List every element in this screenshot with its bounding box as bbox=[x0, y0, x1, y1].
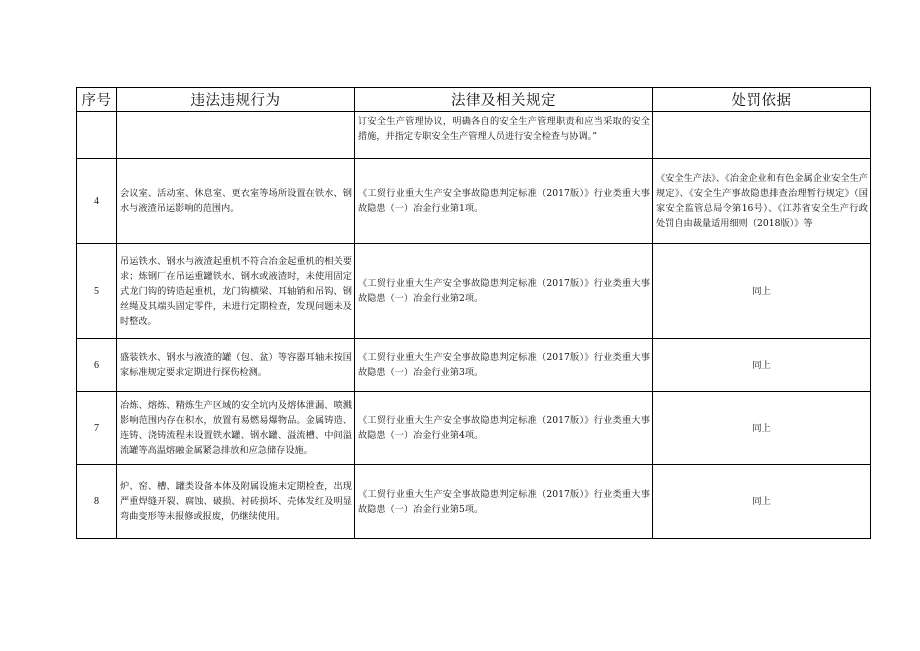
row-law: 《工贸行业重大生产安全事故隐患判定标准（2017版）》行业类重大事故隐患（一）冶金行业第1项。 bbox=[355, 159, 653, 244]
table-row bbox=[77, 159, 871, 244]
row-number: 8 bbox=[77, 465, 117, 539]
continuation-law-text: 订安全生产管理协议，明确各自的安全生产管理职责和应当采取的安全措施，并指定专职安全生产管理人员进行安全检查与协调。” bbox=[358, 116, 650, 142]
continuation-row bbox=[77, 112, 871, 159]
row-behavior: 盛装铁水、钢水与液渣的罐（包、盆）等容器耳轴未按国家标准规定要求定期进行探伤检测。 bbox=[117, 339, 355, 392]
header-law: 法律及相关规定 bbox=[355, 88, 653, 112]
row-number: 5 bbox=[77, 244, 117, 339]
header-basis: 处罚依据 bbox=[653, 88, 871, 112]
row-basis: 《安全生产法》、《冶金企业和有色金属企业安全生产规定》、《安全生产事故隐患排查治理暂行规定》（国家安全监管总局令第16号）、《江苏省安全生产行政处罚自由裁量适用细则（2018版）》等 bbox=[653, 159, 871, 244]
cell-behavior bbox=[117, 112, 355, 159]
table-row bbox=[77, 339, 871, 392]
cell-num bbox=[77, 112, 117, 159]
row-law: 《工贸行业重大生产安全事故隐患判定标准（2017版）》行业类重大事故隐患（一）冶金行业第3项。 bbox=[355, 339, 653, 392]
row-behavior: 会议室、活动室、休息室、更衣室等场所设置在铁水、钢水与液渣吊运影响的范围内。 bbox=[117, 159, 355, 244]
header-row bbox=[77, 88, 871, 112]
row-number: 4 bbox=[77, 159, 117, 244]
row-behavior: 炉、窑、槽、罐类设备本体及附属设施未定期检查，出现严重焊缝开裂、腐蚀、破损、衬砖损坏、壳体发红及明显弯曲变形等未报修或报废，仍继续使用。 bbox=[117, 465, 355, 539]
header-seq: 序号 bbox=[77, 88, 117, 112]
cell-basis bbox=[653, 112, 871, 159]
row-behavior: 吊运铁水、钢水与液渣起重机不符合冶金起重机的相关要求；炼钢厂在吊运重罐铁水、钢水或液渣时，未使用固定式龙门钩的铸造起重机，龙门钩横梁、耳轴销和吊钩、钢丝绳及其端头固定零件，未进行定期检查，发现问题未及时整改。 bbox=[117, 244, 355, 339]
row-basis: 同上 bbox=[653, 339, 871, 392]
table-row bbox=[77, 465, 871, 539]
row-behavior: 冶炼、熔炼、精炼生产区域的安全坑内及熔体泄漏、喷溅影响范围内存在积水，放置有易燃易爆物品。金属铸造、连铸、浇铸流程未设置铁水罐、钢水罐、溢流槽、中间溢流罐等高温熔融金属紧急排放和应急储存设施。 bbox=[117, 392, 355, 465]
row-number: 7 bbox=[77, 392, 117, 465]
row-law: 《工贸行业重大生产安全事故隐患判定标准（2017版）》行业类重大事故隐患（一）冶金行业第5项。 bbox=[355, 465, 653, 539]
row-basis: 同上 bbox=[653, 244, 871, 339]
cell-law bbox=[355, 112, 653, 159]
violations-table bbox=[76, 87, 871, 539]
row-number: 6 bbox=[77, 339, 117, 392]
header-behavior: 违法违规行为 bbox=[117, 88, 355, 112]
row-law: 《工贸行业重大生产安全事故隐患判定标准（2017版）》行业类重大事故隐患（一）冶金行业第2项。 bbox=[355, 244, 653, 339]
row-basis: 同上 bbox=[653, 465, 871, 539]
row-basis: 同上 bbox=[653, 392, 871, 465]
table-row bbox=[77, 392, 871, 465]
table-row bbox=[77, 244, 871, 339]
row-law: 《工贸行业重大生产安全事故隐患判定标准（2017版）》行业类重大事故隐患（一）冶金行业第4项。 bbox=[355, 392, 653, 465]
